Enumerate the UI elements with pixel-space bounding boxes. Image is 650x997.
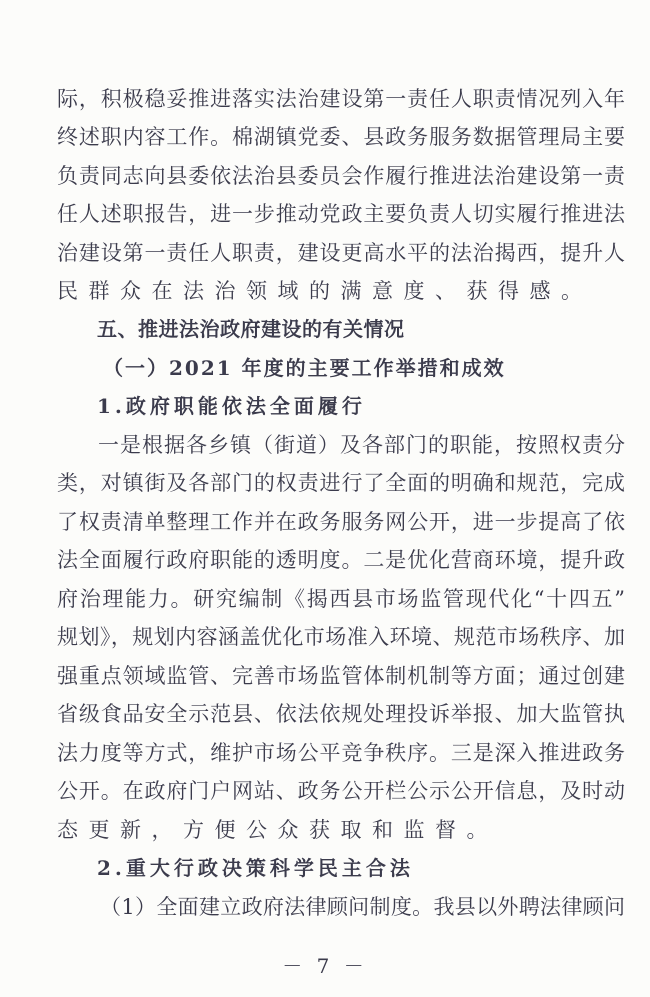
section-heading: 五、推进法治政府建设的有关情况	[97, 317, 405, 341]
body-text-line: 公开。在政府门户网站、政务公开栏公示公开信息，及时动	[57, 779, 625, 803]
body-text-line: 强重点领域监管、完善市场监管体制机制等方面；通过创建	[57, 664, 625, 688]
body-text-line: 任人述职报告，进一步推动党政主要负责人切实履行推进法	[57, 202, 625, 226]
item-heading: 1.政府职能依法全面履行	[97, 394, 366, 418]
item-heading: 2.重大行政决策科学民主合法	[97, 856, 414, 880]
subsection-heading: （一）2021 年度的主要工作举措和成效	[103, 356, 506, 380]
body-text-line: 法全面履行政府职能的透明度。二是优化营商环境，提升政	[57, 548, 625, 572]
body-text-line: 一是根据各乡镇（街道）及各部门的职能，按照权责分	[98, 433, 625, 457]
page-number: － 7 －	[282, 954, 368, 978]
body-text-line: 府治理能力。研究编制《揭西县市场监管现代化“十四五”	[57, 587, 625, 611]
body-text-line: （1）全面建立政府法律顾问制度。我县以外聘法律顾问	[100, 895, 625, 919]
body-text-line: 终述职内容工作。棉湖镇党委、县政务服务数据管理局主要	[57, 125, 625, 149]
body-text-line: 了权责清单整理工作并在政务服务网公开，进一步提高了依	[57, 510, 625, 534]
body-text-line: 类，对镇街及各部门的权责进行了全面的明确和规范，完成	[57, 471, 625, 495]
body-text-line: 负责同志向县委依法治县委员会作履行推进法治建设第一责	[57, 164, 625, 188]
body-text-line: 省级食品安全示范县、依法依规处理投诉举报、加大监管执	[57, 702, 625, 726]
body-text-line: 际，积极稳妥推进落实法治建设第一责任人职责情况列入年	[57, 87, 625, 111]
body-text-line: 规划》，规划内容涵盖优化市场准入环境、规范市场秩序、加	[57, 625, 625, 649]
body-text-line: 态更新，方便公众获取和监督。	[57, 818, 498, 842]
body-text-line: 治建设第一责任人职责，建设更高水平的法治揭西，提升人	[57, 241, 625, 265]
body-text-line: 民群众在法治领域的满意度、获得感。	[57, 279, 593, 303]
body-text-line: 法力度等方式，维护市场公平竞争秩序。三是深入推进政务	[57, 741, 625, 765]
